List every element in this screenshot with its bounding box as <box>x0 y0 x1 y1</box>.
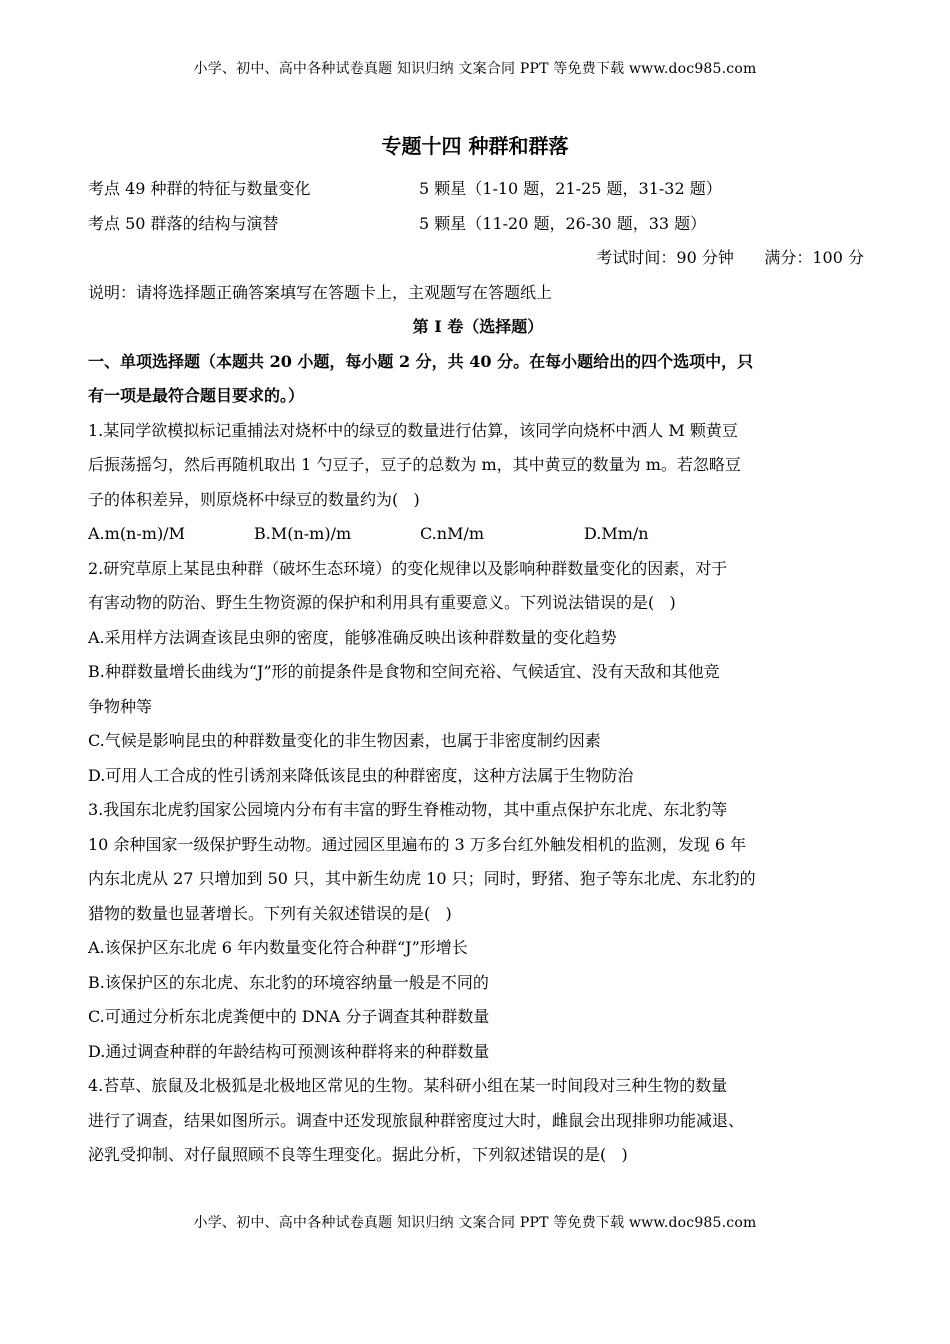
kaodian-row <box>88 172 868 207</box>
question-1-options <box>88 517 868 552</box>
option-d: D.Mm/n <box>584 524 649 543</box>
question-2-option: D.可用人工合成的性引诱剂来降低该昆虫的种群密度，这种方法属于生物防治 <box>88 765 634 785</box>
section-heading-line: 一、单项选择题（本题共 20 小题，每小题 2 分，共 40 分。在每小题给出的四个选项中，只 <box>88 351 754 371</box>
question-1-stem: 1.某同学欲模拟标记重捕法对烧杯中的绿豆的数量进行估算，该同学向烧杯中洒人 M 颗黄豆 <box>88 420 738 440</box>
question-3-option: C.可通过分析东北虎粪便中的 DNA 分子调查其种群数量 <box>88 1007 490 1026</box>
question-3-option: D.通过调查种群的年龄结构可预测该种群将来的种群数量 <box>88 1041 490 1061</box>
option-b: B.M(n-m)/m <box>254 524 352 543</box>
question-2-option: 争物种等 <box>88 696 153 716</box>
question-3-stem: 内东北虎从 27 只增加到 50 只，其中新生幼虎 10 只；同时，野猪、狍子等东北虎、东北豹的 <box>88 869 756 888</box>
question-2-option: C.气候是影响昆虫的种群数量变化的非生物因素，也属于非密度制约因素 <box>88 731 601 750</box>
question-3-option: A.该保护区东北虎 6 年内数量变化符合种群“J”形增长 <box>88 938 468 957</box>
kaodian-row <box>88 207 868 242</box>
question-3-stem: 10 余种国家一级保护野生动物。通过园区里遍布的 3 万多台红外触发相机的监测，发现 6 年 <box>88 834 747 854</box>
page-title: 专题十四 种群和群落 <box>381 134 569 158</box>
question-1-stem: 子的体积差异，则原烧杯中绿豆的数量约为( ) <box>88 489 420 509</box>
section-heading-line: 有一项是最符合题目要求的。） <box>88 386 305 405</box>
exam-time: 考试时间：90 分钟 满分：100 分 <box>596 248 864 267</box>
question-3-option: B.该保护区的东北虎、东北豹的环境容纳量一般是不同的 <box>88 972 489 992</box>
question-1-stem: 后振荡摇匀，然后再随机取出 1 勺豆子，豆子的总数为 m，其中黄豆的数量为 m。若忽略豆 <box>88 455 741 474</box>
page-header: 小学、初中、高中各种试卷真题 知识归纳 文案合同 PPT 等免费下载 www.doc985.com <box>193 61 757 77</box>
kaodian-label: 考点 50 群落的结构与演替 <box>88 213 279 233</box>
question-4-stem: 进行了调查，结果如图所示。调查中还发现旅鼠种群密度过大时，雌鼠会出现排卵功能减退、 <box>88 1110 745 1130</box>
kaodian-info: 5 颗星（11-20 题，26-30 题，33 题） <box>419 213 707 233</box>
question-2-stem: 有害动物的防治、野生生物资源的保护和利用具有重要意义。下列说法错误的是( ) <box>88 593 676 612</box>
question-4-stem: 泌乳受抑制、对仔鼠照顾不良等生理变化。据此分析，下列叙述错误的是( ) <box>88 1145 628 1164</box>
question-4-stem: 4.苔草、旅鼠及北极狐是北极地区常见的生物。某科研小组在某一时间段对三种生物的数量 <box>88 1076 728 1095</box>
question-2-stem: 2.研究草原上某昆虫种群（破坏生态环境）的变化规律以及影响种群数量变化的因素，对于 <box>88 558 728 578</box>
page-footer: 小学、初中、高中各种试卷真题 知识归纳 文案合同 PPT 等免费下载 www.doc985.com <box>193 1215 757 1231</box>
kaodian-label: 考点 49 种群的特征与数量变化 <box>88 179 311 198</box>
question-3-stem: 3.我国东北虎豹国家公园境内分布有丰富的野生脊椎动物，其中重点保护东北虎、东北豹等 <box>88 800 728 819</box>
option-c: C.nM/m <box>420 524 485 543</box>
kaodian-info: 5 颗星（1-10 题，21-25 题，31-32 题） <box>419 179 722 198</box>
question-2-option: A.采用样方法调查该昆虫卵的密度，能够准确反映出该种群数量的变化趋势 <box>88 627 617 647</box>
volume-title: 第 I 卷（选择题） <box>412 317 544 336</box>
option-a: A.m(n-m)/M <box>88 524 185 543</box>
document-body <box>88 172 868 1173</box>
question-3-stem: 猎物的数量也显著增长。下列有关叙述错误的是( ) <box>88 903 452 923</box>
instruction: 说明：请将选择题正确答案填写在答题卡上，主观题写在答题纸上 <box>88 282 553 302</box>
question-2-option: B.种群数量增长曲线为“J”形的前提条件是食物和空间充裕、气候适宜、没有天敌和其他竞 <box>88 662 720 681</box>
